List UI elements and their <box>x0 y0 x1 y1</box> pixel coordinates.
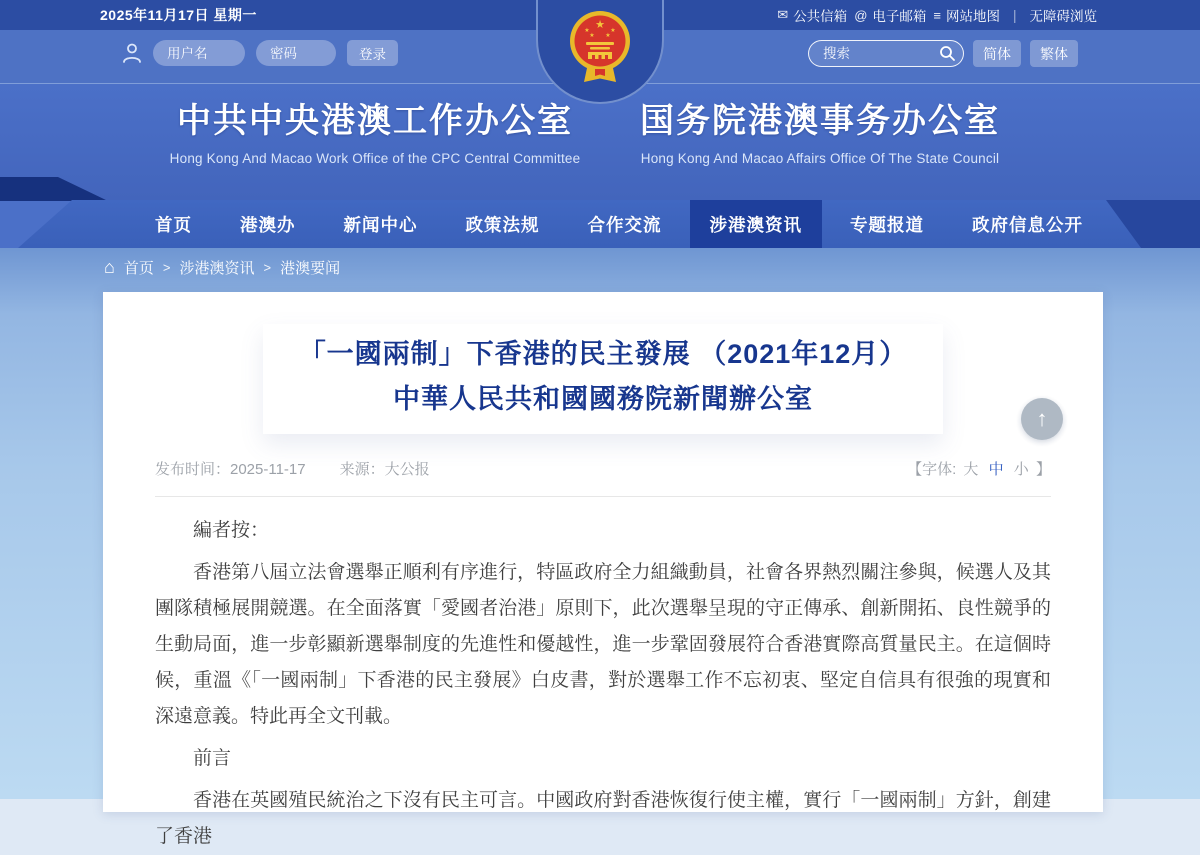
font-size-control <box>907 458 1051 479</box>
accessibility-label: 无障碍浏览 <box>1029 9 1097 24</box>
home-icon: ⌂ <box>104 256 115 277</box>
scroll-to-top-button[interactable] <box>1021 398 1063 440</box>
sitemap-label: 网站地图 <box>945 9 1000 24</box>
current-date: 2025年11月17日 星期一 <box>100 7 257 23</box>
breadcrumb-home[interactable]: 首页 <box>123 260 154 277</box>
font-size-suffix: 】 <box>1035 461 1051 478</box>
font-size-prefix: 【字体: <box>907 461 957 478</box>
article-title-line2: 中華人民共和國國務院新聞辦公室 <box>393 384 813 414</box>
user-icon <box>122 42 142 64</box>
svg-text:★: ★ <box>610 27 616 34</box>
nav-item-cooperation[interactable]: 合作交流 <box>587 214 662 235</box>
nav-item-gov-info-disclosure[interactable]: 政府信息公开 <box>972 214 1083 235</box>
article-paragraph: 前言 <box>193 748 232 769</box>
font-size-large-button[interactable]: 大 <box>963 461 979 478</box>
svg-text:★: ★ <box>589 32 595 39</box>
main-nav <box>0 200 1200 248</box>
breadcrumb-separator: > <box>162 260 171 275</box>
search-area <box>808 40 1078 67</box>
simplified-chinese-button[interactable]: 简体 <box>973 40 1021 67</box>
article-title-line1: 「一國兩制」下香港的民主發展 （2021年12月） <box>298 339 908 369</box>
svg-text:★: ★ <box>595 18 605 31</box>
publish-date: 发布时间：2025-11-17 <box>155 461 306 478</box>
meta-divider <box>155 496 1051 497</box>
nav-item-office[interactable]: 港澳办 <box>240 214 296 235</box>
nav-item-special-reports[interactable]: 专题报道 <box>850 214 924 235</box>
breadcrumb-hk-macao-news[interactable]: 港澳要闻 <box>280 260 341 277</box>
username-input[interactable] <box>153 40 245 66</box>
office-block-cpc <box>115 99 635 166</box>
article-meta-row <box>155 458 1051 479</box>
office-title-state-council: 国务院港澳事务办公室 <box>640 102 1000 140</box>
office-subtitle-state-council: Hong Kong And Macao Affairs Office Of The State Council <box>640 151 1000 166</box>
breadcrumb <box>104 257 340 278</box>
nav-items <box>0 200 1200 248</box>
sitemap-icon: ≡ <box>933 7 941 23</box>
article-body <box>155 513 1051 855</box>
font-size-medium-button[interactable]: 中 <box>988 461 1004 478</box>
search-box <box>808 40 964 67</box>
font-size-small-button[interactable]: 小 <box>1013 461 1029 478</box>
national-emblem-icon <box>568 8 632 93</box>
search-icon[interactable] <box>939 45 956 67</box>
article-paragraph: 香港第八屆立法會選舉正順利有序進行，特區政府全力組織動員，社會各界熱烈關注參與，候選人及其團隊積極展開競選。在全面落實「愛國者治港」原則下，此次選舉呈現的守正傳承、創新開拓、良性競爭的生動局面，進一步彰顯新選舉制度的先進性和優越性，進一步鞏固發展符合香港實際高質量民主。在這個時候，重溫《「一國兩制」下香港的民主發展》白皮書，對於選舉工作不忘初衷、堅定自信具有很強的現實和深遠意義。特此再全文刊載。 <box>155 562 1051 727</box>
up-arrow-icon: ↑ <box>1036 406 1048 431</box>
article-paragraph: 香港在英國殖民統治之下沒有民主可言。中國政府對香港恢復行使主權，實行「一國兩制」方針，創建了香港 <box>155 790 1051 847</box>
email-label: 电子邮箱 <box>872 9 927 24</box>
svg-text:★: ★ <box>605 32 611 39</box>
sitemap-link[interactable] <box>933 5 1000 25</box>
email-link[interactable] <box>854 5 926 25</box>
login-area <box>122 40 398 66</box>
breadcrumb-hk-macao-info[interactable]: 涉港澳资讯 <box>179 260 255 277</box>
article-paragraph: 編者按： <box>193 520 270 541</box>
content-area <box>0 248 1200 847</box>
public-mailbox-link[interactable] <box>777 5 847 25</box>
article-source: 来源：大公报 <box>339 461 430 478</box>
top-links <box>777 0 1097 30</box>
nav-item-home[interactable]: 首页 <box>155 214 192 235</box>
top-links-divider: | <box>1012 7 1017 23</box>
office-subtitle-cpc: Hong Kong And Macao Work Office of the CPC Central Committee <box>169 151 581 166</box>
nav-item-policies[interactable]: 政策法规 <box>465 214 540 235</box>
article-meta-left <box>155 458 430 479</box>
svg-text:★: ★ <box>584 27 590 34</box>
login-button[interactable]: 登录 <box>347 40 398 66</box>
at-icon: @ <box>854 7 868 23</box>
public-mailbox-label: 公共信箱 <box>793 9 848 24</box>
password-input[interactable] <box>256 40 336 66</box>
nav-item-news-center[interactable]: 新闻中心 <box>343 214 418 235</box>
envelope-icon: ✉ <box>777 7 789 22</box>
article-card <box>103 292 1103 847</box>
accessibility-link[interactable] <box>1030 5 1098 25</box>
traditional-chinese-button[interactable]: 繁体 <box>1030 40 1078 67</box>
breadcrumb-separator: > <box>263 260 272 275</box>
office-title-cpc: 中共中央港澳工作办公室 <box>177 102 573 140</box>
nav-item-hk-macao-info[interactable]: 涉港澳资讯 <box>690 200 823 248</box>
article-title-box <box>263 324 943 434</box>
office-block-state-council <box>610 99 1030 166</box>
